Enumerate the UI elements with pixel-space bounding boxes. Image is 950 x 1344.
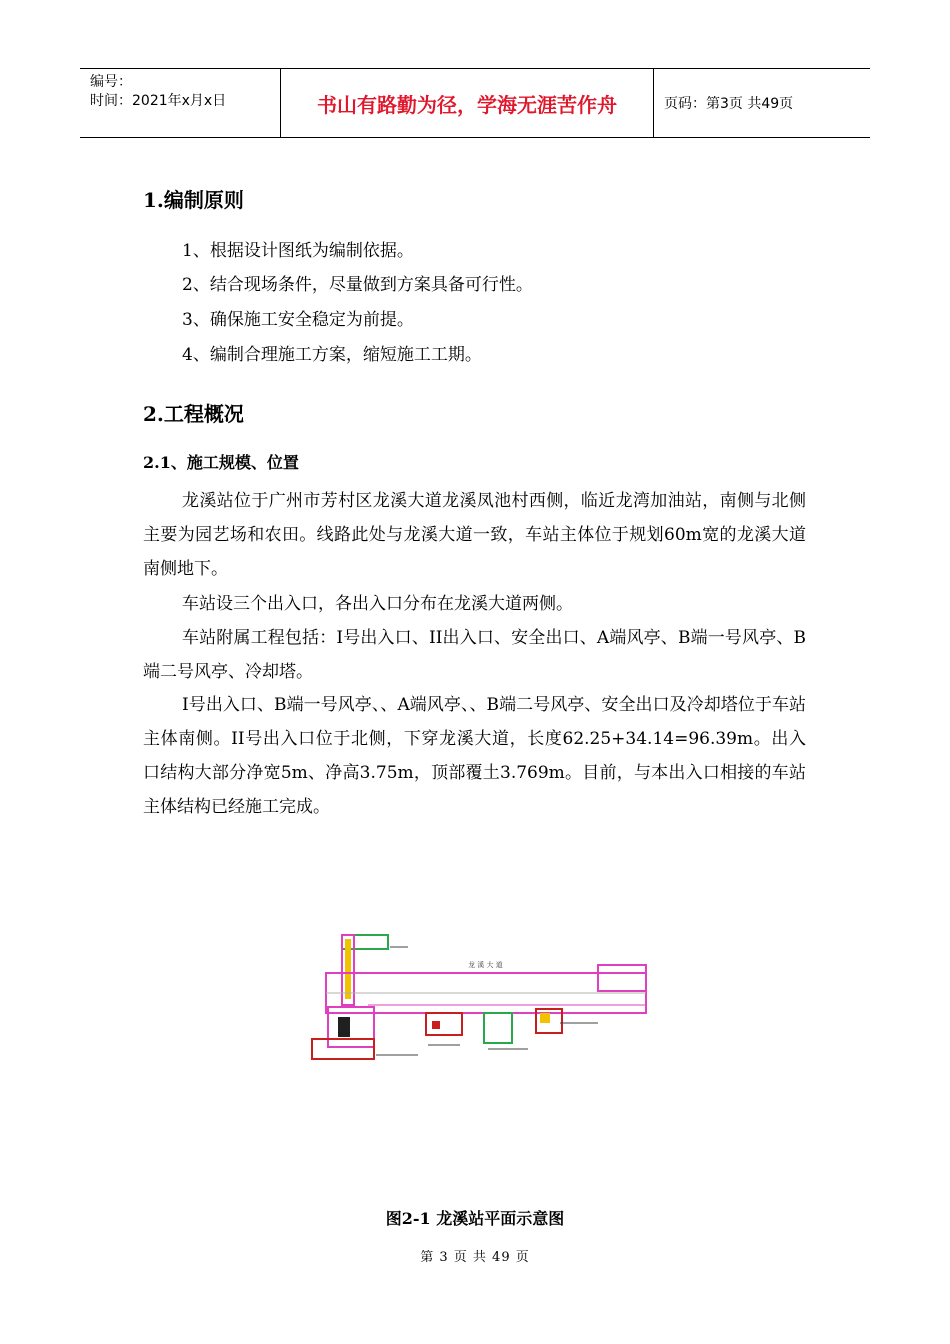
- header-motto: 书山有路勤为径，学海无涯苦作舟: [280, 69, 654, 137]
- header-page-info: 页码：第3页 共49页: [664, 96, 794, 112]
- a-end-vent-box: [312, 1039, 374, 1059]
- page-footer: 第 3 页 共 49 页: [420, 1250, 530, 1265]
- page-header: [80, 68, 870, 138]
- north-exit-fill: [345, 939, 351, 999]
- section-1-title: 1.编制原则: [143, 188, 244, 212]
- principle-item: 1、根据设计图纸为编制依据。: [182, 241, 414, 261]
- exit-1: [426, 1013, 462, 1035]
- figure-caption: 图2-1 龙溪站平面示意图: [385, 1209, 565, 1228]
- station-plan-figure: [298, 925, 658, 1080]
- overview-paragraph: 车站设三个出入口，各出入口分布在龙溪大道两侧。: [182, 594, 573, 614]
- section-2-title: 2.工程概况: [143, 402, 244, 426]
- overview-paragraph: I号出入口、B端一号风亭、、A端风亭、、B端二号风亭、安全出口及冷却塔位于车站主体南侧。II号出入口位于北侧，下穿龙溪大道，长度62.25+34.14=96.39m。出入口结构大部分净宽5m、净高3.75m，顶部覆土3.769m。目前，与本出入口相接的车站主体结构已经施工完成。: [143, 695, 806, 817]
- overview-paragraph: 龙溪站位于广州市芳村区龙溪大道龙溪凤池村西侧，临近龙湾加油站，南侧与北侧主要为园艺场和农田。线路此处与龙溪大道一致，车站主体位于规划60m宽的龙溪大道南侧地下。: [143, 491, 806, 579]
- vent-mark: [540, 1013, 550, 1023]
- b-end-vent-2: [598, 965, 646, 991]
- vent-shaft: [338, 1017, 350, 1037]
- exit-1-mark: [432, 1021, 440, 1029]
- document-number: 编号：: [90, 74, 132, 90]
- section-2-1-title: 2.1、施工规模、位置: [143, 453, 299, 472]
- safety-exit: [484, 1013, 512, 1043]
- header-meta: [80, 69, 280, 137]
- overview-paragraph: 车站附属工程包括：I号出入口、II出入口、安全出口、A端风亭、B端一号风亭、B端二号风亭、冷却塔。: [143, 628, 806, 682]
- principle-item: 2、结合现场条件，尽量做到方案具备可行性。: [182, 275, 533, 295]
- road-label: 龙 溪 大 道: [468, 961, 503, 969]
- principle-item: 4、编制合理施工方案，缩短施工工期。: [182, 345, 482, 365]
- principle-item: 3、确保施工安全稳定为前提。: [182, 310, 414, 330]
- document-time: 时间：2021年x月x日: [90, 93, 227, 109]
